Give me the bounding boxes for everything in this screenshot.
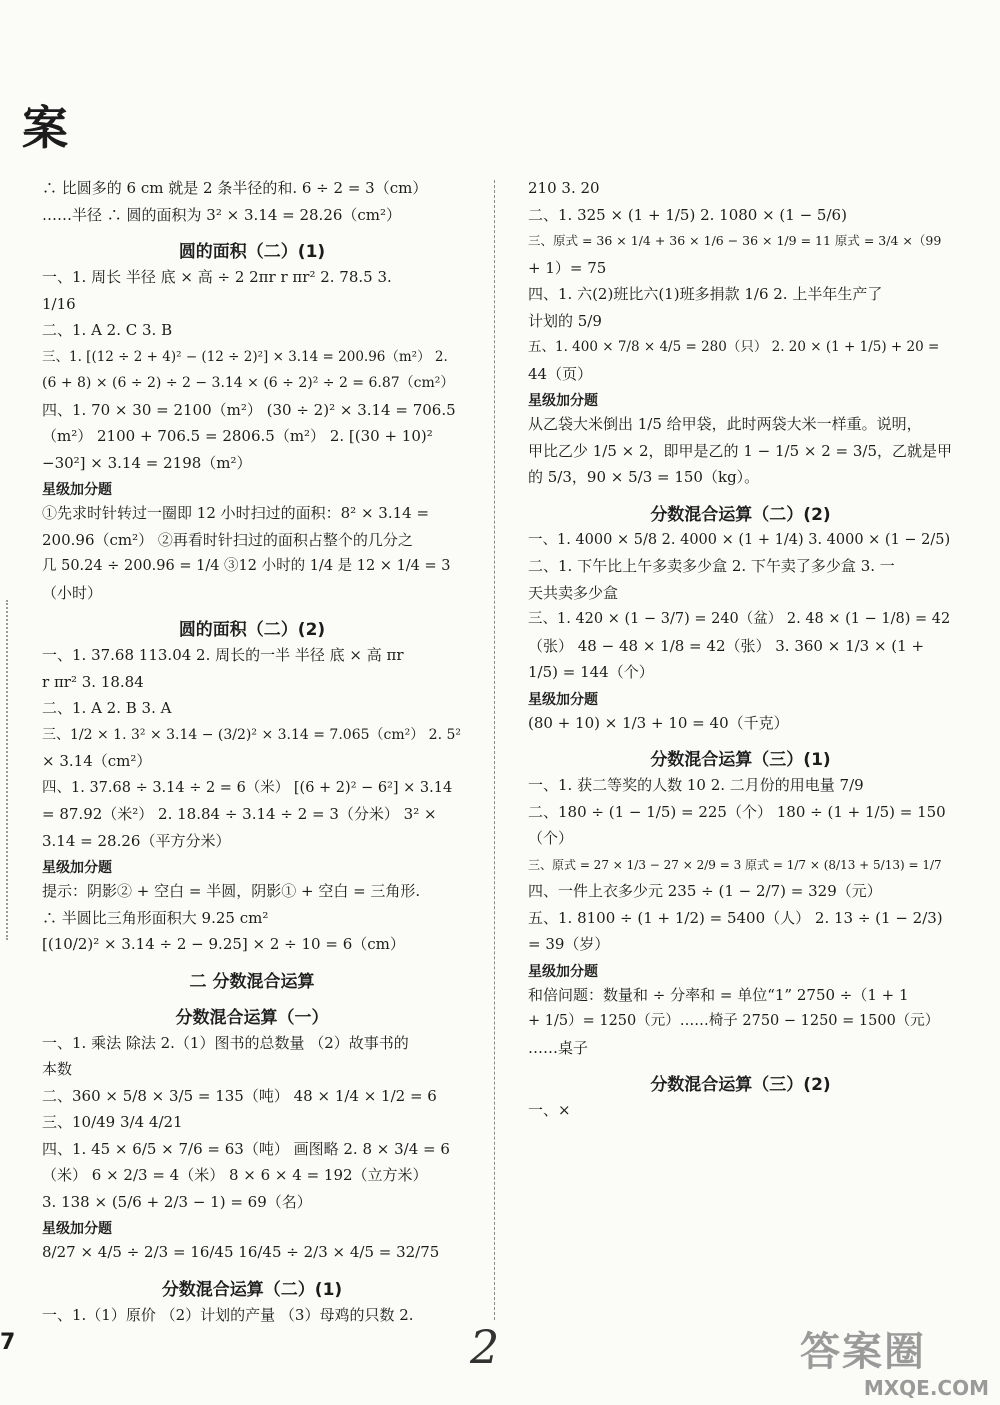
answer-line: 三、原式 = 36 × 1/4 + 36 × 1/6 − 36 × 1/9 = 11 原式 = 3/4 ×（99 (528, 233, 942, 248)
answer-line: 210 3. 20 (528, 179, 600, 197)
answer-line: 本数 (42, 1060, 73, 1078)
answer-line: 计划的 5/9 (528, 311, 602, 330)
watermark-main-text: 答案圈 (800, 1329, 926, 1375)
bonus-section-label: 星级加分题 (42, 860, 112, 876)
answer-line: 四、1. 六(2)班比六(1)班多捐款 1/6 2. 上半年生产了 (528, 285, 883, 303)
answer-line: 8/27 × 4/5 ÷ 2/3 = 16/45 16/45 ÷ 2/3 × 4/5 = 32/75 (42, 1243, 440, 1261)
answer-line: 二、1. A 2. B 3. A (42, 699, 172, 717)
answer-line: = 87.92（米²） 2. 18.84 ÷ 3.14 ÷ 2 = 3（分米） 3² × (42, 805, 437, 823)
section-heading: 分数混合运算（三）(2) (650, 1075, 831, 1095)
answer-line: 二、180 ÷ (1 − 1/5) = 225（个） 180 ÷ (1 + 1/5) = 150 (528, 802, 946, 821)
answer-line: 二、360 × 5/8 × 3/5 = 135（吨） 48 × 1/4 × 1/2 = 6 (42, 1086, 437, 1105)
answer-line: 从乙袋大米倒出 1/5 给甲袋，此时两袋大米一样重。说明， (528, 415, 922, 433)
answer-line: 提示：阴影② + 空白 = 半圆，阴影① + 空白 = 三角形. (42, 882, 421, 900)
section-heading: 分数混合运算（二）(2) (650, 504, 831, 525)
page-number: 7 (0, 1330, 16, 1355)
answer-line: 一、× (528, 1101, 571, 1119)
answer-line: 二、1. A 2. C 3. B (42, 321, 173, 339)
answer-line: + 1）= 75 (528, 258, 607, 277)
answer-line: 一、1. 周长 半径 底 × 高 ÷ 2 2πr r πr² 2. 78.5 3. (42, 268, 392, 286)
answer-line: 三、1. 420 × (1 − 3/7) = 240（盆） 2. 48 × (1 − 1/8) = 42 (528, 611, 951, 627)
answer-line: + 1/5）= 1250（元）……椅子 2750 − 1250 = 1500（元） (528, 1013, 940, 1029)
answer-line: ①先求时针转过一圈即 12 小时扫过的面积：8² × 3.14 = (42, 504, 430, 522)
answer-line: ……桌子 (528, 1038, 589, 1057)
answer-line: 甲比乙少 1/5 × 2，即甲是乙的 1 − 1/5 × 2 = 3/5，乙就是甲 (528, 441, 953, 460)
answer-line: 一、1. 获二等奖的人数 10 2. 二月份的用电量 7/9 (528, 776, 864, 794)
watermark-logo (800, 1320, 995, 1400)
handwritten-mark: 2 (470, 1320, 500, 1374)
answer-line: 天共卖多少盒 (528, 583, 619, 602)
bonus-section-label: 星级加分题 (528, 963, 598, 980)
answer-line: （m²） 2100 + 706.5 = 2806.5（m²） 2. [(30 + 10)² (42, 427, 433, 445)
answer-line: (80 + 10) × 1/3 + 10 = 40（千克） (528, 713, 789, 732)
answer-line: 一、1. 4000 × 5/8 2. 4000 × (1 + 1/4) 3. 4000 × (1 − 2/5) (528, 531, 951, 548)
answer-line: 三、10/49 3/4 4/21 (42, 1113, 183, 1131)
bonus-section-label: 星级加分题 (42, 1221, 112, 1237)
bonus-section-label: 星级加分题 (42, 482, 112, 498)
answer-line: −30²] × 3.14 = 2198（m²） (42, 453, 252, 472)
answer-line: 三、1. [(12 ÷ 2 + 4)² − (12 ÷ 2)²] × 3.14 = 200.96（m²） 2. (42, 348, 448, 365)
answer-line: 四、1. 70 × 30 = 2100（m²） (30 ÷ 2)² × 3.14 = 706.5 (42, 400, 456, 419)
section-heading: 分数混合运算（三）(1) (650, 750, 831, 770)
answer-line: （米） 6 × 2/3 = 4（米） 8 × 6 × 4 = 192（立方米） (42, 1166, 428, 1184)
answer-line: 1/5) = 144（个） (528, 663, 654, 681)
answer-line: 四、一件上衣多少元 235 ÷ (1 − 2/7) = 329（元） (528, 882, 882, 900)
answer-line: 二、1. 325 × (1 + 1/5) 2. 1080 × (1 − 5/6) (528, 205, 847, 224)
section-heading: 圆的面积（二）(1) (178, 242, 326, 262)
answer-line: （小时） (42, 583, 103, 602)
answer-line: 五、1. 8100 ÷ (1 + 1/2) = 5400（人） 2. 13 ÷ (1 − 2/3) (528, 908, 943, 927)
answer-line: 几 50.24 ÷ 200.96 = 1/4 ③12 小时的 1/4 是 12 × 1/4 = 3 (42, 558, 451, 574)
answer-line: 3. 138 × (5/6 + 2/3 − 1) = 69（名） (42, 1192, 312, 1211)
watermark-sub-text: MXQE.COM (863, 1376, 989, 1400)
answer-line: 四、1. 45 × 6/5 × 7/6 = 63（吨） 画图略 2. 8 × 3/4 = 6 (42, 1139, 450, 1158)
answer-line: = 39（岁） (528, 935, 610, 953)
answer-line: 一、1.（1）原价 （2）计划的产量 （3）母鸡的只数 2. (42, 1305, 414, 1324)
answer-line: （个） (528, 829, 574, 847)
section-heading: 分数混合运算（一） (175, 1007, 329, 1028)
answer-line: [(10/2)² × 3.14 ÷ 2 − 9.25] × 2 ÷ 10 = 6（cm） (42, 935, 405, 953)
answer-line: 一、1. 37.68 113.04 2. 周长的一半 半径 底 × 高 πr (42, 646, 404, 664)
answer-line: （张） 48 − 48 × 1/8 = 42（张） 3. 360 × 1/3 × (1 + (528, 636, 925, 655)
answer-line: r πr² 3. 18.84 (42, 672, 144, 691)
answer-line: 四、1. 37.68 ÷ 3.14 ÷ 2 = 6（米） [(6 + 2)² − 6²] × 3.14 (42, 779, 453, 796)
answer-line: 一、1. 乘法 除法 2.（1）图书的总数量 （2）故事书的 (42, 1033, 409, 1052)
answer-line: 3.14 = 28.26（平方分米） (42, 831, 231, 850)
answer-line: 200.96（cm²） ②再看时针扫过的面积占整个的几分之 (42, 530, 413, 549)
answer-line: ……半径 ∴ 圆的面积为 3² × 3.14 = 28.26（cm²） (42, 205, 402, 224)
section-heading: 分数混合运算（二）(1) (161, 1279, 343, 1300)
answer-line: 五、1. 400 × 7/8 × 4/5 = 280（只） 2. 20 × (1 + 1/5) + 20 = (528, 339, 940, 355)
answer-line: 和倍问题：数量和 ÷ 分率和 = 单位“1” 2750 ÷（1 + 1 (528, 985, 909, 1004)
answer-line: ∴ 半圆比三角形面积大 9.25 cm² (42, 908, 269, 927)
bonus-section-label: 星级加分题 (528, 691, 598, 708)
answer-line: 44（页） (528, 364, 593, 383)
section-heading: 圆的面积（二）(2) (178, 620, 326, 640)
answer-line: × 3.14（cm²） (42, 752, 152, 770)
answer-line: 的 5/3，90 × 5/3 = 150（kg）。 (528, 468, 760, 486)
answer-line: (6 + 8) × (6 ÷ 2) ÷ 2 − 3.14 × (6 ÷ 2)² ÷ 2 = 6.87（cm²） (42, 375, 455, 391)
answer-line: 二、1. 下午比上午多卖多少盒 2. 下午卖了多少盒 3. 一 (528, 557, 895, 575)
answer-line: 1/16 (42, 294, 76, 313)
bonus-section-label: 星级加分题 (528, 393, 598, 409)
binding-margin-dots (6, 600, 10, 940)
answer-line: 三、原式 = 27 × 1/3 − 27 × 2/9 = 3 原式 = 1/7 × (8/13 + 5/13) = 1/7 (528, 857, 942, 872)
answer-line: 三、1/2 × 1. 3² × 3.14 − (3/2)² × 3.14 = 7.065（cm²） 2. 5² (42, 726, 462, 743)
section-heading: 二 分数混合运算 (189, 971, 315, 992)
answer-line: ∴ 比圆多的 6 cm 就是 2 条半径的和. 6 ÷ 2 = 3（cm） (42, 179, 428, 197)
column-divider (494, 180, 495, 1320)
page-header-title: 案 (22, 101, 70, 155)
